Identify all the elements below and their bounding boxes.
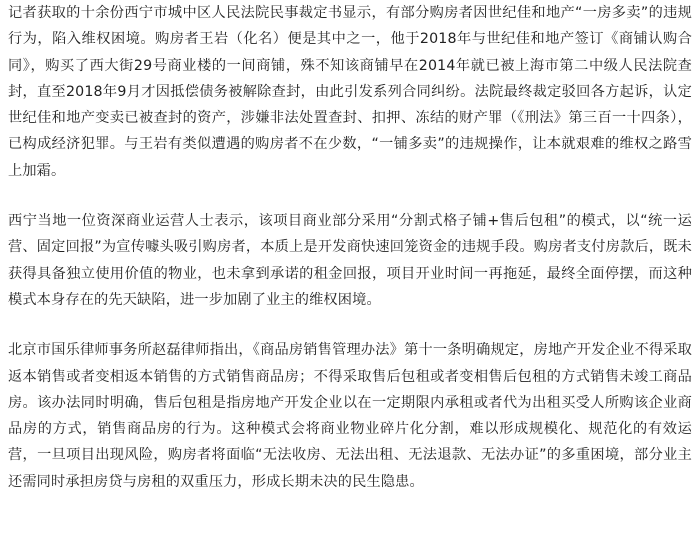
article-body — [8, 0, 692, 495]
paragraph-1: 记者获取的十余份西宁市城中区人民法院民事裁定书显示，有部分购房者因世纪佳和地产“一房多卖”的违规行为，陷入维权困境。购房者王岩（化名）便是其中之一，他于2018年与世纪佳和地产签订《商铺认购合同》，购买了西大街29号商业楼的一间商铺，殊不知该商铺早在2014年就已被上海市第二中级人民法院查封，直至2018年9月才因抵偿债务被解除查封，由此引发系列合同纠纷。法院最终裁定驳回各方起诉，认定世纪佳和地产变卖已被查封的资产，涉嫌非法处置查封、扣押、冻结的财产罪（《刑法》第三百一十四条），已构成经济犯罪。与王岩有类似遭遇的购房者不在少数，“一铺多卖”的违规操作，让本就艰难的维权之路雪上加霜。 — [8, 5, 692, 179]
paragraph-3: 北京市国乐律师事务所赵磊律师指出，《商品房销售管理办法》第十一条明确规定，房地产开发企业不得采取返本销售或者变相返本销售的方式销售商品房；不得采取售后包租或者变相售后包租的方式销售未竣工商品房。该办法同时明确，售后包租是指房地产开发企业以在一定期限内承租或者代为出租买受人所购该企业商品房的方式，销售商品房的行为。这种模式会将商业物业碎片化分割，难以形成规模化、规范化的有效运营，一旦项目出现风险，购房者将面临“无法收房、无法出租、无法退款、无法办证”的多重困境，部分业主还需同时承担房贷与房租的双重压力，形成长期未决的民生隐患。 — [8, 342, 692, 490]
paragraph-2: 西宁当地一位资深商业运营人士表示，该项目商业部分采用“分割式格子铺+售后包租”的模式，以“统一运营、固定回报”为宣传噱头吸引购房者，本质上是开发商快速回笼资金的违规手段。购房者支付房款后，既未获得具备独立使用价值的物业，也未拿到承诺的租金回报，项目开业时间一再拖延，最终全面停摆，而这种模式本身存在的先天缺陷，进一步加剧了业主的维权困境。 — [8, 213, 692, 308]
